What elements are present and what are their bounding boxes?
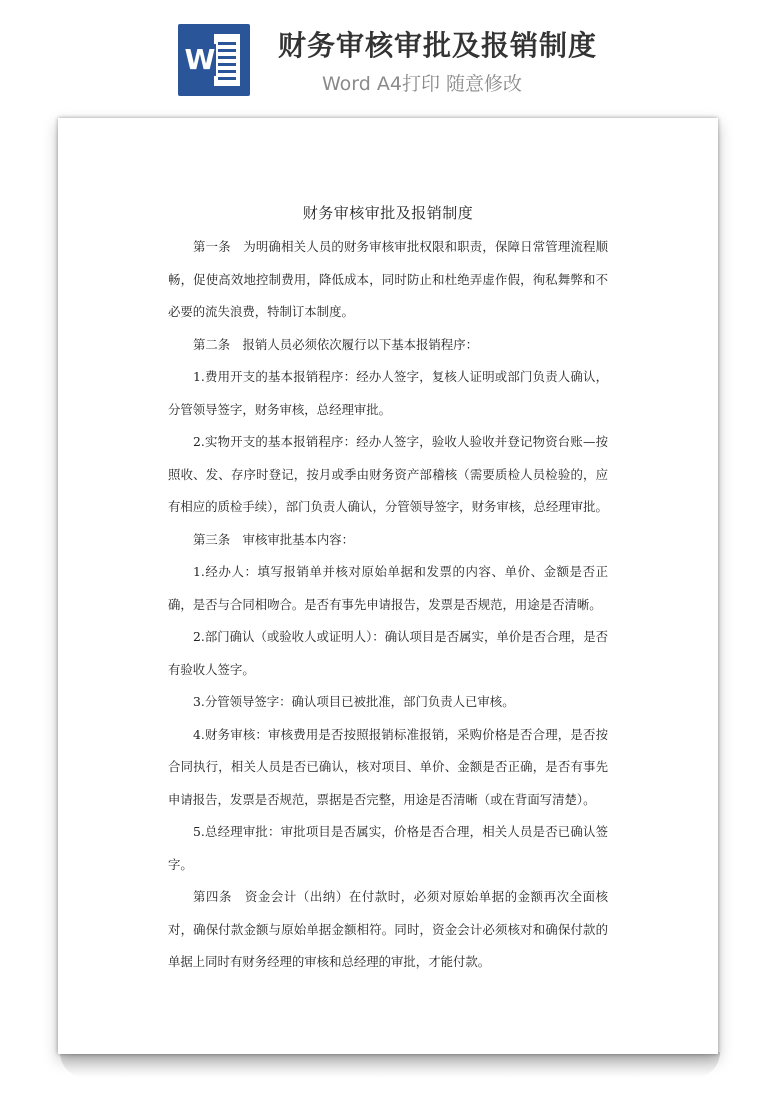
paragraph-3-5: 5.总经理审批：审批项目是否属实，价格是否合理，相关人员是否已确认签字。 bbox=[168, 824, 608, 872]
header-banner bbox=[0, 0, 774, 110]
paragraph-3-2: 2.部门确认（或验收人或证明人）：确认项目是否属实，单价是否合理，是否有验收人签字。 bbox=[168, 629, 608, 677]
banner-title: 财务审核审批及报销制度 bbox=[278, 29, 598, 62]
document-page bbox=[58, 118, 718, 1054]
document-lines-icon bbox=[214, 34, 240, 86]
paragraph-article-1: 第一条 为明确相关人员的财务审核审批权限和职责，保障日常管理流程顺畅，促使高效地控制费用，降低成本，同时防止和杜绝弄虚作假，徇私舞弊和不必要的流失浪费，特制订本制度。 bbox=[168, 239, 608, 319]
paragraph-2-2: 2.实物开支的基本报销程序：经办人签字，验收人验收并登记物资台账—按照收、发、存序时登记，按月或季由财务资产部稽核（需要质检人员检验的，应有相应的质检手续），部门负责人确认，分管领导签字，财务审核，总经理审批。 bbox=[168, 434, 608, 514]
word-logo-letter: W bbox=[184, 43, 216, 76]
paragraph-2-1: 1.费用开支的基本报销程序：经办人签字，复核人证明或部门负责人确认，分管领导签字，财务审核，总经理审批。 bbox=[168, 369, 608, 417]
word-logo-icon bbox=[178, 24, 250, 96]
paragraph-3-1: 1.经办人：填写报销单并核对原始单据和发票的内容、单价、金额是否正确，是否与合同相吻合。是否有事先申请报告，发票是否规范，用途是否清晰。 bbox=[168, 564, 608, 612]
paragraph-article-4: 第四条 资金会计（出纳）在付款时，必须对原始单据的金额再次全面核对，确保付款金额与原始单据金额相符。同时，资金会计必须核对和确保付款的单据上同时有财务经理的审核和总经理的审批，才能付款。 bbox=[168, 889, 608, 969]
document-title: 财务审核审批及报销制度 bbox=[302, 204, 474, 222]
paragraph-article-2: 第二条 报销人员必须依次履行以下基本报销程序： bbox=[193, 336, 478, 352]
paragraph-3-3: 3.分管领导签字：确认项目已被批准，部门负责人已审核。 bbox=[193, 694, 515, 709]
paragraph-3-4: 4.财务审核：审核费用是否按照报销标准报销，采购价格是否合理，是否按合同执行，相关人员是否已确认，核对项目、单价、金额是否正确，是否有事先申请报告，发票是否规范，票据是否完整，用途是否清晰（或在背面写清楚）。 bbox=[168, 726, 608, 807]
paragraph-article-3: 第三条 审核审批基本内容： bbox=[193, 531, 355, 547]
page-curl-shadow bbox=[60, 1052, 720, 1078]
banner-subtitle: Word A4打印 随意修改 bbox=[322, 73, 523, 95]
document-body bbox=[168, 231, 608, 979]
